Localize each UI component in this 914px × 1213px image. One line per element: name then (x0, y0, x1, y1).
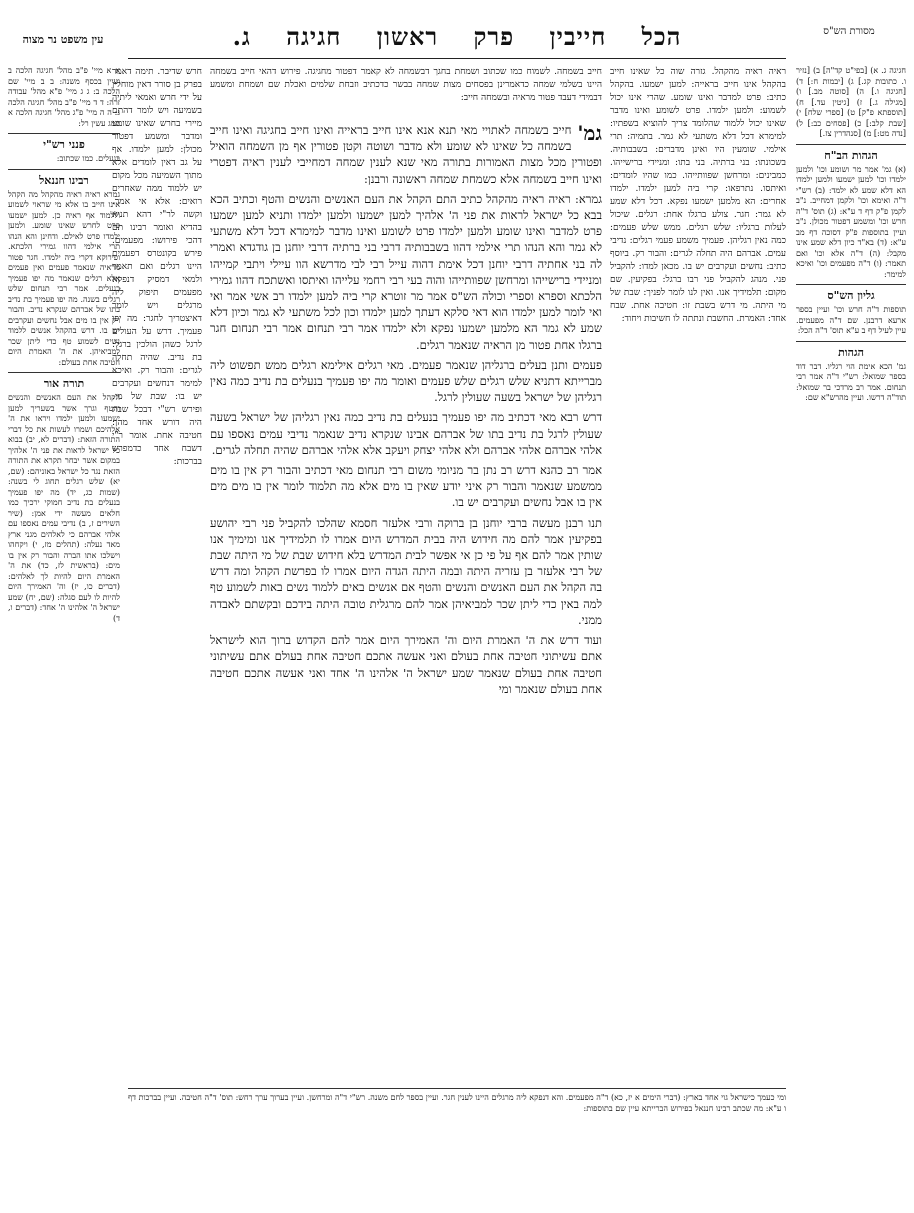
masoret-hashas-text: חגיגה ג. א) [בפי"ט קד"ה] ב) [נזיר ו. כתובות קג.] ג) [יבמות ח:] ד) [חגיגה ו.] ה) [סוטה מב.] ו) [מגילה ג.] ז) [גיטין עד.] ח) [תוספתא פ"ק] ט) [ספרי שלח] י) [שבת קלב:] כ) [פסחים כב:] ל) [נדה מט:] מ) [סנהדרין צז.] (796, 66, 906, 138)
divider (8, 372, 120, 373)
gilyon-hashas-title: גליון הש"ס (827, 289, 875, 302)
masoret-hashas-label: מסורת הש"ס (823, 26, 875, 37)
rabbenu-chananel-text: גמרא ראיה ראיה מהקהל מה הקהל אינו חייב בו אלא מי שראוי לשמוע וללמוד אף ראיה כן. למען ישמעו פרט לחרש שאינו שומע. ולמען ילמדו פרט לאילם. ודחינן והא הנהו תרי אילמי דהוו גמירי הלכתא. ופירוקא דקרי ביה ילמדו. חגר פטור מראיה שנאמר פעמים ואין פעמים אלא רגלים שנאמר מה יפו פעמיך בנעלים. אמר רבי תנחום שלש רגלים בשנה. מה יפו פעמיך בת נדיב בתו של אברהם שנקרא נדיב. והבור רק אין בו מים אבל נחשים ועקרבים יש בו. דרש בהקהל אנשים ללמוד נשים לשמוע טף כדי ליתן שכר למביאיהן. את ה' האמרת היום חטיבה אחת בעולם: (8, 189, 120, 367)
torah-or-title: תורה אור (43, 377, 85, 390)
gemara-paragraph: גמרא: ראיה ראיה מהקהל כתיב התם הקהל את העם האנשים והנשים והטף וכתיב הכא בבא כל ישראל לראות את פני ה' אלהיך למען ישמעו ולמען ילמדו ותניא למען ישמעו פרט למדבר ואינו שומע ולמען ילמדו פרט לשומע ואינו מדבר למימרא דכל דלא משתעי לא גמר והא הנהו תרי אילמי דהוו בשבבותיה דרבי בני ברתיה דרבי יוחנן בן גודגדא ואמרי לה בני אחתיה דרבי יוחנן דכל אימת דהוה עייל רבי לבי מדרשא הוו עיילי ויתבי קמייהו ומניידי ברישייהו ומרחשן שפוותייהו והוה בעי רבי רחמי עלייהו ואיתסו ואשתכח דהוו גמירי הלכתא וספרא וספרי וכולה הש"ס אמר מר זוטרא קרי ביה למען ילמדו רב אשי אמר ואי ואי לומר למען ילמדו הוא דאי סלקא דעתך למען ילמדו וכון לכל משתעי לא גמר וכיון דלא שמע לא גמר הא מלמען ישמעו נפקא ולא ילמדו אמר רבי תנחום אמר רבי תנחום חגר ברגלו אחת פטור מן הראיה שנאמר רגלים. (210, 191, 602, 352)
footer-notes (128, 1088, 786, 1149)
ein-mishpat-text: א א מיי' פ"ב מהל' חגיגה הלכה ב ועיין בכסף משנה: ב ב מיי' שם הלכה ב: ג ג מיי' פ"א מהל' עבודה זרה: ד ד מיי' פ"ב מהל' חגיגה הלכה ג: ה ה מיי' פ"ג מהל' חגיגה הלכה א סמג עשין רל: (8, 66, 120, 128)
rabbenu-chananel-title: רבינו חננאל (39, 173, 89, 187)
gemara-paragraph: דרש רבא מאי דכתיב מה יפו פעמיך בנעלים בת נדיב כמה נאין רגליהן של ישראל בשעה שעולין לרגל בת נדיב בתו של אברהם אבינו שנקרא נדיב שנאמר נדיבי עמים נאספו עם אלהי אברהם אלהי אברהם ולא אלהי יצחק ויעקב אלא אלהי אברהם שהיה תחלה לגרים. (210, 410, 602, 457)
left-margin-column (8, 66, 120, 1076)
page-title: הכל חייבין פרק ראשון חגיגה ג. (232, 22, 682, 51)
commentary-top-strip (210, 66, 602, 118)
gemara-paragraph: פעמים ותנן בעלים ברגליהן שנאמר פעמים. מאי רגלים אילימא רגלים ממש תפשוט ליה מברייתא דתניא שלש רגלים שלש פעמים ואומר מה יפו פעמיך בנעלים בת נדיב כמה נאין רגליהן של ישראל בשעה שעולין לרגל. (210, 357, 602, 405)
gemara-column (210, 122, 602, 1082)
gemara-paragraph: חייב בשמחה לאתויי מאי תנא אנא אינו חייב בראייה ואינו חייב בחגיגה ואינו חייב בשמחה כל שאינו לא שומע ולא מדבר ושוטה וקטן פטורין אף מן השמחה הואיל ופטורין מכל מצות האמורות בתורה מאי שנא לענין שמחה דמחייבי לענין ראיה דפטרי ואינו חייב בשמחה אלא כשמחת שמחה ראשונה ורבנן: (210, 123, 602, 186)
tosafot-text: חרש שדיבר. תימה דאמר בפרק בן סורר דאין מוחלין על ידי חרש ואמאי ליתיה בשמיעה ויש לומר דהתם מיירי בחרש שאינו שומע ומדבר ומשמע דפטור מכולן: למען ילמדו. אף על גב דאין לומדים אלא מתוך השמיעה מכל מקום יש ללמוד ממה שאחרים רואים: אלא אי אמר. וקשה לר"י דהא תניא בהדיא ואומר רבינו תם דהכי פירושו: מפעמים. פירש בקונטרס דפעמים היינו רגלים ואם תאמר ולמאי דמסיק דנפקא מפעמים תיפוק ליה מרגלים ויש לומר דאיצטריך לחגר: מה יפו פעמיך. דרש על העולים לרגל כשהן הולכין ברגל: בת נדיב. שהיה תחלה לגרים: והבור רק. ואיכא למימר דנחשים ועקרבים יש בו: שבת של מי. ופירש רש"י דבכל שבת היה דורש אחד מהן: חטיבה אחת. אומר ר"י דשבח אחד כדמפרש בברכות: (112, 67, 202, 467)
hagahot-habach-text: (א) גמ' אמר מר ושומע וכו' ולמען ילמדו וכו' למען ישמעו ולמען ילמדו הא דלא שמע לא ילמד: (ב) רש"י ד"ה ואימא וכו' ולקמן דמחייב. נ"ב לקמן פ"ק דף ד ע"א: (ג) תוס' ד"ה חרש וכו' ומשמע דפטור מכולן. נ"ב ועיין בתוספות פ"ק דסוכה דף מב ע"א: (ד) בא"ד כיון דלא שמע אינו מקבל: (ה) ד"ה אלא וכו' ואם תאמר: (ו) ד"ה מפעמים וכו' ואיכא למימר: (796, 164, 906, 279)
right-margin-column (796, 66, 906, 1076)
divider (796, 341, 906, 342)
divider (796, 284, 906, 285)
gemara-paragraph: אמר רב כהנא דרש רב נתן בר מניומי משום רבי תנחום מאי דכתיב והבור רק אין בו מים ממשמע שנאמר והבור רק איני יודע שאין בו מים אלא מה תלמוד לומר אין בו מים מים אין בו אבל נחשים ועקרבים יש בו. (210, 463, 602, 510)
footer-text: ומי כעמך כישראל גוי אחד בארץ: (דברי הימים א יז, כא) ד"ה מפעמים. והא דנפקא ליה מרגלים היינו לענין חגר. ועיין בספר לחם משנה. רש"י ד"ה ומרחשן. ועיין בערוך ערך רחש: תוס' ד"ה חטיבה. ועיין בברכות דף ו ע"א: מה שכתב רבינו חננאל בפירוש הברייתא עיין שם בתוספות: (128, 1093, 786, 1113)
header-divider (128, 58, 786, 59)
page-header (0, 18, 914, 62)
ein-mishpat-label: עין משפט נר מצוה (22, 33, 104, 46)
penei-rashi-text: בנעלים. כמו שכתוב: (56, 154, 120, 163)
hagahot-text: גמ' הכא אימת הוי רגליו. דבר דוד בספר שמואל: רש"י ד"ה אמר רבי תנחום. אמר רב מרדכי בר שמואל: תוד"ה דרשו. ועיין מהרש"א שם: (796, 361, 906, 402)
gemara-paragraph: תנו רבנן מעשה ברבי יוחנן בן ברוקה ורבי אלעזר חסמא שהלכו להקביל פני רבי יהושע בפקיעין אמר להם מה חידוש היה בבית המדרש היום אמרו לו תלמידיך אנו ומימיך אנו שותין אמר להם אף על פי כן אי אפשר לבית המדרש בלא חידוש שבת של מי היתה שבת של רבי אלעזר בן עזריה היתה ובמה היתה הגדה היום אמרו לו בפרשת הקהל ומה דרש בה הקהל את העם האנשים והנשים והטף אם אנשים באים ללמוד נשים באות לשמוע טף למה באין כדי ליתן שכר למביאיהן אמר להם מרגלית טובה היתה בידכם ובקשתם לאבדה ממני. (210, 515, 602, 627)
divider (8, 169, 120, 170)
gemara-opening-word: גמ' (577, 122, 602, 145)
penei-rashi-title: פנני רש"י (43, 138, 85, 151)
hagahot-title: הגהות (838, 345, 864, 359)
divider (796, 144, 906, 145)
divider (8, 133, 120, 134)
gilyon-hashas-text: תוספות ד"ה חרש וכו' ועיין בספר ארעא דרבנן. שם ד"ה מפעמים. עיין לעיל דף ב ע"א תוס' ד"ה הכל: (796, 305, 906, 335)
hagahot-habach-title: הגהות הב"ח (824, 148, 878, 162)
gemara-paragraph: ועוד דרש את ה' האמרת היום וה' האמירך היום אמר להם הקדוש ברוך הוא לישראל אתם עשיתוני חטיבה אחת בעולם ואני אעשה אתכם חטיבה אחת בעולם אתם עשיתוני חטיבה אחת בעולם שנאמר שמע ישראל ה' אלהינו ה' אחד ואני אעשה אתכם חטיבה אחת בעולם שנאמר ומי (210, 633, 602, 696)
rashi-text: ראיה ראיה מהקהל. גזרה שוה כל שאינו חייב בהקהל אינו חייב בראייה: למען ישמעו. בהקהל כתיב: פרט למדבר ואינו שומע. שהרי אינו יכול לשמוע: ולמען ילמדו. פרט לשומע ואינו מדבר שאינו יכול ללמוד שהלומד צריך להוציא בשפתיו: למימרא דכל דלא משתעי לא גמר. בתמיה: תרי אילמי. שומעין היו ואינן מדברים: בשבבותיה. בשכונתו: בני ברתיה. בני בתו: ומניידי ברישייהו. כמבינים: ומרחשן שפוותייהו. כמו שהיו לומדים: ואיתסו. נתרפאו: קרי ביה למען ילמדו. ילמדו אחרים: הא מלמען ישמעו נפקא. דכל דלא שמע לא גמר: חגר. צולע ברגלו אחת: רגלים. שיכול לעלות ברגליו: שלש רגלים. ממש שלש פעמים: כמה נאין רגליהן. פעמיך משמע פעמי רגלים: נדיבי עמים. אברהם היה תחלה לגרים: והבור רק. ביוסף כתיב: נחשים ועקרבים יש בו. מכאן למדו: להקביל פני. מנהג להקביל פני רבו ברגל: בפקיעין. שם מקום: תלמידיך אנו. ואין לנו לומר לפניך: שבת של מי היתה. מי דרש בשבת זו: חטיבה אחת. שבח אחד: האמרת. החשבת ונתתה לו חשיבות ויחוד: (610, 67, 786, 324)
rashi-column (610, 66, 786, 1076)
tosafot-column (112, 66, 202, 1076)
torah-or-text: הקהל את העם האנשים והנשים והטף וגרך אשר בשעריך למען ישמעו ולמען ילמדו ויראו את ה' אלהיכם ושמרו לעשות את כל דברי התורה הזאת: (דברים לא, יב) בבוא כל ישראל לראות את פני ה' אלהיך במקום אשר יבחר תקרא את התורה הזאת נגד כל ישראל באזניהם: (שם, יא) שלש רגלים תחוג לי בשנה: (שמות כג, יד) מה יפו פעמיך בנעלים בת נדיב חמוקי ירכיך כמו חלאים מעשה ידי אמן: (שיר השירים ז, ב) נדיבי עמים נאספו עם אלהי אברהם כי לאלהים מגני ארץ מאד נעלה: (תהלים מז, י) ויקחהו וישלכו אתו הברה והבור רק אין בו מים: (בראשית לז, כד) את ה' האמרת היום להיות לך לאלהים: (דברים כו, יז) וה' האמירך היום להיות לו לעם סגלה: (שם, יח) שמע ישראל ה' אלהינו ה' אחד: (דברים ו, ד) (8, 393, 120, 623)
commentary-top-text: חייב בשמחה. לשמוח כמו שכתוב ושמחת בחגך דבשמחה לא קאמר דפטור מחגיגה. פירוש דהאי חייב בשמחה היינו בשלמי שמחה כדאמרינן בפסחים מצות שמחה בבשר כדכתיב וזבחת שלמים ואכלת שם ושמחת ומשמע דבמידי דעבד פטור מראיה ובשמחה חייב: (210, 67, 602, 103)
